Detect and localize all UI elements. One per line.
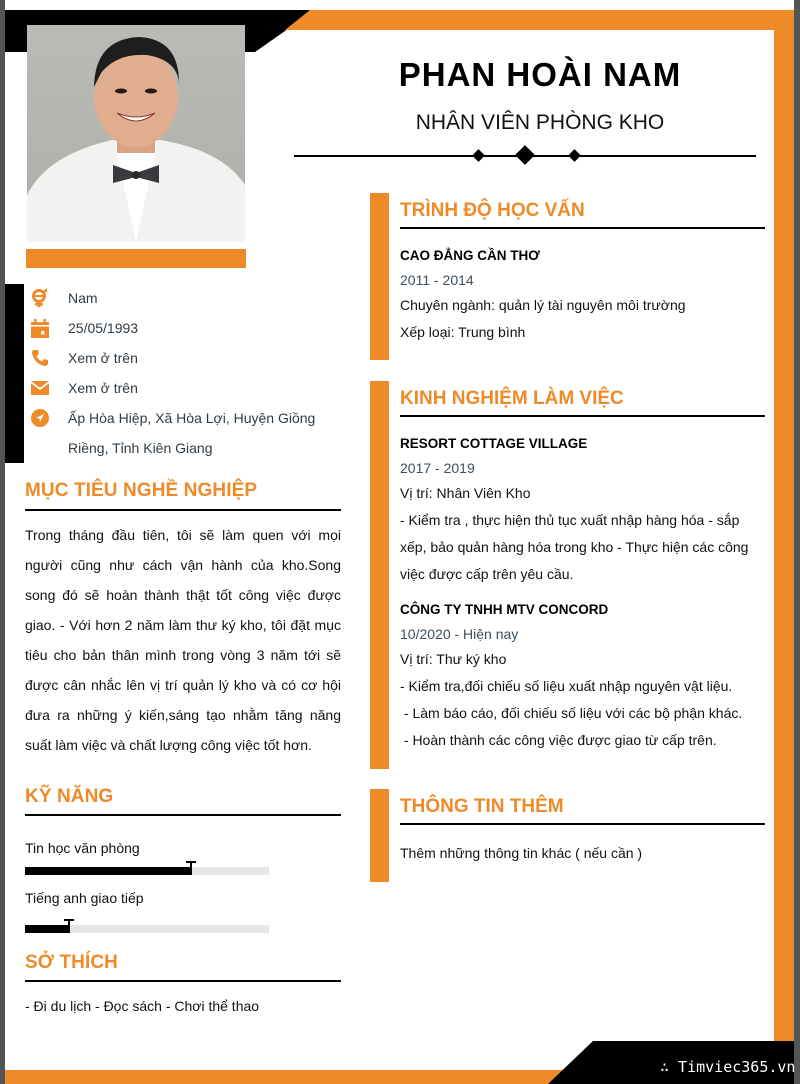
skill-fill — [25, 925, 69, 933]
job-position: Vị trí: Nhân Viên Kho — [400, 485, 531, 501]
additional-accent-bar — [370, 789, 389, 882]
education-grade: Xếp loại: Trung bình — [400, 324, 526, 340]
education-period: 2011 - 2014 — [400, 272, 474, 288]
frame-right-strip — [794, 0, 800, 1084]
contact-gender: Nam — [30, 286, 330, 316]
experience-title: KINH NGHIỆM LÀM VIỆC — [400, 388, 624, 409]
hobbies-text: - Đi du lịch - Đọc sách - Chơi thể thao — [25, 998, 260, 1014]
divider-diamond-small — [568, 149, 581, 162]
contact-address: Ấp Hòa Hiệp, Xã Hòa Lợi, Huyện Giồng Riềng, Tỉnh Kiên Giang — [30, 406, 330, 466]
job-position: Vị trí: Thư ký kho — [400, 651, 507, 667]
experience-accent-bar — [370, 381, 389, 769]
photo-accent-bar — [26, 249, 246, 268]
frame-left-strip — [0, 0, 5, 1084]
job-period: 10/2020 - Hiện nay — [400, 626, 519, 642]
contact-info — [30, 286, 330, 466]
additional-title: THÔNG TIN THÊM — [400, 796, 564, 817]
objective-title: MỤC TIÊU NGHỀ NGHIỆP — [25, 480, 258, 501]
hobbies-rule — [25, 980, 341, 982]
skill-bar-office — [25, 867, 269, 875]
job-title: NHÂN VIÊN PHÒNG KHO — [415, 111, 665, 134]
school-name: CAO ĐẲNG CẦN THƠ — [400, 248, 540, 263]
job-duty-line: - Làm báo cáo, đối chiếu số liệu với các bộ phận khác. — [400, 705, 743, 721]
skill-fill — [25, 867, 191, 875]
gender-icon — [30, 288, 50, 308]
contact-email: Xem ở trên — [30, 376, 330, 406]
additional-text: Thêm những thông tin khác ( nếu cần ) — [400, 845, 643, 861]
divider-diamond-small — [472, 149, 485, 162]
objective-text: Trong tháng đầu tiên, tôi sẽ làm quen với mọi người cũng như cách vận hành của kho.Song song đó sẽ hoàn thành thật tốt công việc được giao. - Với hơn 2 năm làm thư ký kho, tôi đặt mục tiêu cho bản thân mình trong vòng 3 năm tới sẽ được cân nhắc lên vị trí quản lý kho và có cơ hội đưa ra những ý kiến,sáng tạo nhằm tăng năng suất làm việc và chất lượng công việc tốt hơn. — [25, 527, 341, 753]
footer-orange-band — [5, 1070, 605, 1084]
experience-rule — [400, 415, 765, 417]
frame-right-orange-column — [774, 10, 794, 1084]
objective-rule — [25, 509, 341, 511]
skill-bar-english — [25, 925, 269, 933]
watermark: ∴ Timviec365.vn — [660, 1058, 796, 1076]
job-duty-line: - Kiểm tra , thực hiện thủ tục xuất nhập hàng hóa - sắp — [400, 512, 740, 528]
job-duty-line: - Hoàn thành các công việc được giao từ cấp trên. — [400, 732, 717, 748]
hobbies-title: SỞ THÍCH — [25, 952, 119, 973]
contact-accent-bar — [5, 284, 24, 463]
job-period: 2017 - 2019 — [400, 460, 475, 476]
job-duty-line: việc được cấp trên yêu cầu. — [400, 566, 574, 582]
avatar-photo — [27, 25, 245, 242]
skill-marker — [186, 861, 196, 875]
header-orange-band — [285, 10, 775, 30]
skill-label: Tin học văn phòng — [25, 840, 140, 856]
phone-icon — [30, 348, 50, 368]
company-name: CÔNG TY TNHH MTV CONCORD — [400, 602, 609, 617]
job-duty-line: - Kiểm tra,đối chiếu số liệu xuất nhập nguyên vật liệu. — [400, 678, 733, 694]
education-accent-bar — [370, 193, 389, 360]
education-major: Chuyên ngành: quản lý tài nguyên môi trường — [400, 297, 686, 313]
additional-rule — [400, 823, 765, 825]
education-title: TRÌNH ĐỘ HỌC VẤN — [400, 200, 585, 221]
job-duty-line: xếp, bảo quản hàng hóa trong kho - Thực hiện các công — [400, 539, 749, 555]
divider-diamond-large — [515, 145, 535, 165]
skills-title: KỸ NĂNG — [25, 786, 114, 807]
location-icon — [30, 408, 50, 428]
calendar-icon — [30, 318, 50, 338]
company-name: RESORT COTTAGE VILLAGE — [400, 436, 588, 451]
skills-rule — [25, 814, 341, 816]
person-portrait-icon — [27, 25, 245, 242]
skill-marker — [64, 919, 74, 933]
contact-phone: Xem ở trên — [30, 346, 330, 376]
education-rule — [400, 227, 765, 229]
contact-birthday: 25/05/1993 — [30, 316, 330, 346]
skill-label: Tiếng anh giao tiếp — [25, 890, 144, 906]
candidate-name: PHAN HOÀI NAM — [398, 56, 682, 93]
email-icon — [30, 378, 50, 398]
